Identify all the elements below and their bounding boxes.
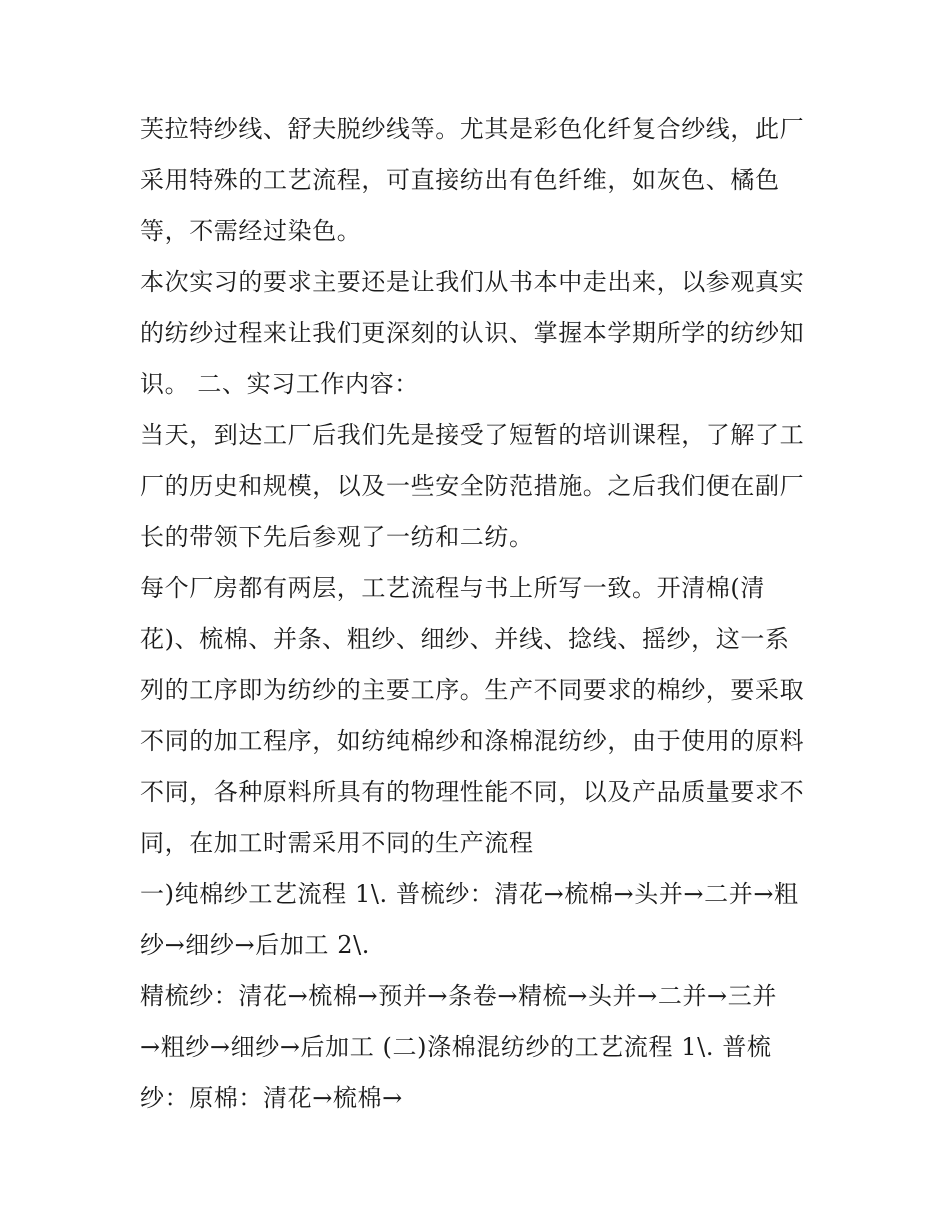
text-line: 长的带领下先后参观了一纺和二纺。	[140, 523, 534, 551]
text-line: 花)、梳棉、并条、粗纱、细纱、并线、捻线、摇纱，这一系	[140, 625, 790, 653]
text-line: 不同的加工程序，如纺纯棉纱和涤棉混纺纱，由于使用的原料	[140, 727, 805, 755]
text-line: 精梳纱：清花→梳棉→预并→条卷→精梳→头并→二并→三并	[140, 982, 777, 1010]
text-line: 同，在加工时需采用不同的生产流程	[140, 829, 534, 857]
text-line: 纱：原棉：清花→梳棉→	[140, 1084, 403, 1112]
text-line: 纱→细纱→后加工 2\.	[140, 931, 371, 959]
text-line: 的纺纱过程来让我们更深刻的认识、掌握本学期所学的纺纱知	[140, 319, 805, 347]
text-line: →粗纱→细纱→后加工 (二)涤棉混纺纱的工艺流程 1\. 普梳	[140, 1033, 772, 1061]
text-line: 本次实习的要求主要还是让我们从书本中走出来，以参观真实	[140, 268, 805, 296]
text-line: 当天，到达工厂后我们先是接受了短暂的培训课程，了解了工	[140, 421, 805, 449]
text-line: 不同，各种原料所具有的物理性能不同，以及产品质量要求不	[140, 778, 805, 806]
text-line: 每个厂房都有两层，工艺流程与书上所写一致。开清棉(清	[140, 574, 765, 602]
text-line: 采用特殊的工艺流程，可直接纺出有色纤维，如灰色、橘色	[140, 166, 780, 194]
text-line: 等，不需经过染色。	[140, 217, 362, 245]
document-page	[140, 104, 815, 1124]
section-heading-line: 识。 二、实习工作内容：	[140, 370, 419, 398]
text-line: 厂的历史和规模，以及一些安全防范措施。之后我们便在副厂	[140, 472, 805, 500]
text-line: 芙拉特纱线、舒夫脱纱线等。尤其是彩色化纤复合纱线，此厂	[140, 115, 805, 143]
text-line: 一)纯棉纱工艺流程 1\. 普梳纱：清花→梳棉→头并→二并→粗	[140, 880, 799, 908]
text-line: 列的工序即为纺纱的主要工序。生产不同要求的棉纱，要采取	[140, 676, 805, 704]
